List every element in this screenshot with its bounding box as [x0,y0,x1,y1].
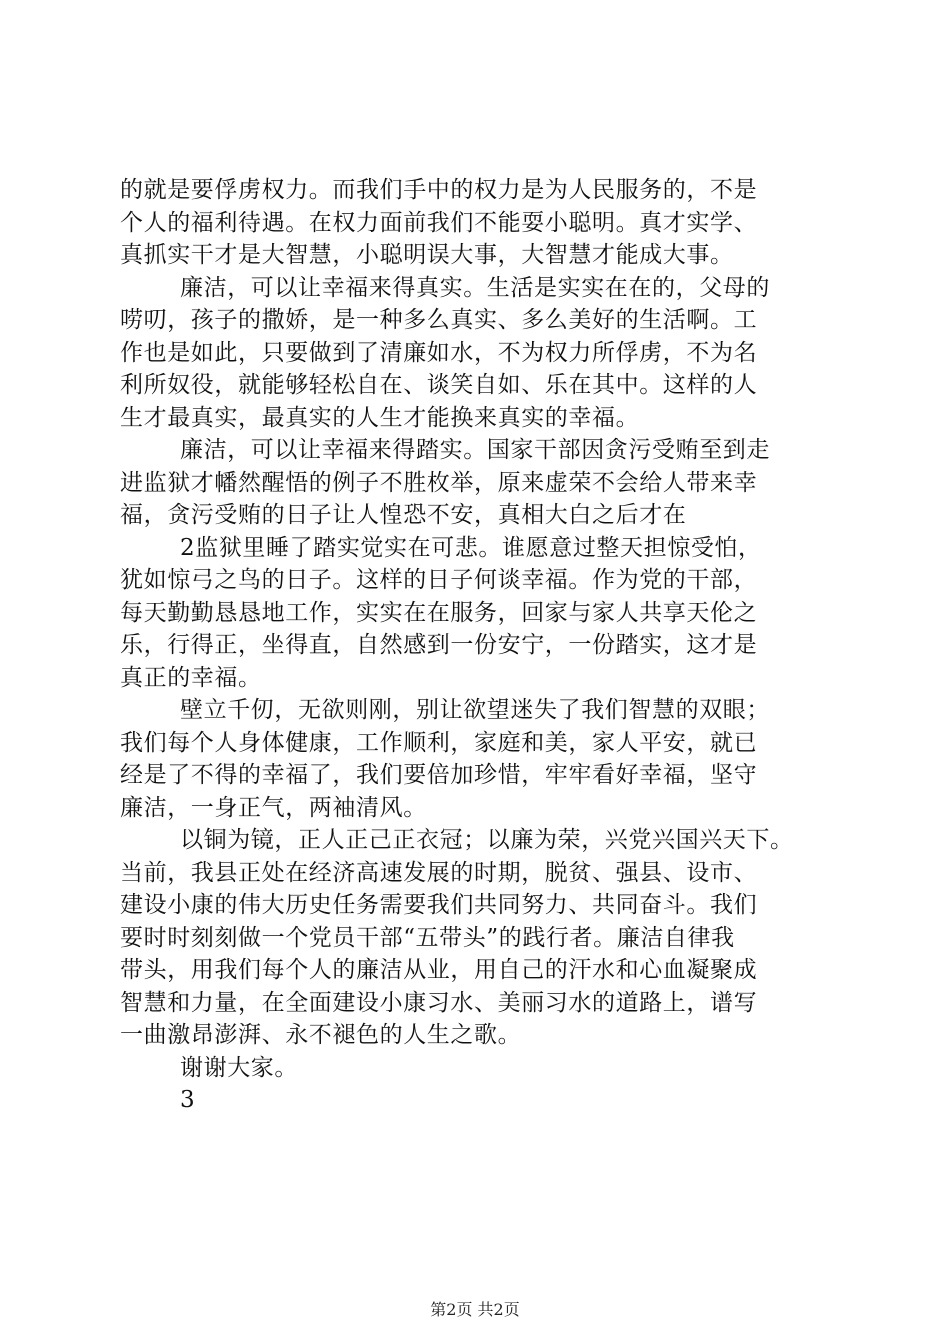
text-line: 进监狱才幡然醒悟的例子不胜枚举，原来虚荣不会给人带来幸 [120,469,758,496]
page-number-label: 第2页 共2页 [430,1300,520,1319]
text-line: 当前，我县正处在经济高速发展的时期，脱贫、强县、设市、 [120,859,758,886]
text-line: 智慧和力量，在全面建设小康习水、美丽习水的道路上，谱写 [120,989,758,1016]
page-number-marker: 3 [180,1087,196,1113]
text-line: 我们每个人身体健康，工作顺利，家庭和美，家人平安，就已 [120,729,758,756]
text-line: 作也是如此，只要做到了清廉如水，不为权力所俘虏，不为名 [120,339,758,366]
text-line: 建设小康的伟大历史任务需要我们共同努力、共同奋斗。我们 [120,892,758,918]
document-body [120,174,840,1117]
text-line: 每天勤勤恳恳地工作，实实在在服务，回家与家人共享天伦之 [120,599,758,626]
text-line: 唠叨，孩子的撒娇，是一种多么真实、多么美好的生活啊。工 [120,307,758,333]
paragraph-start-line: 廉洁，可以让幸福来得踏实。国家干部因贪污受贿至到走 [180,437,770,463]
text-line: 真抓实干才是大智慧，小聪明误大事，大智慧才能成大事。 [120,242,734,268]
paragraph-start-line: 廉洁，可以让幸福来得真实。生活是实实在在的，父母的 [180,274,770,301]
page-footer [0,1300,950,1320]
paragraph-start-line: 以铜为镜，正人正己正衣冠；以廉为荣，兴党兴国兴天下。 [180,827,794,853]
text-line: 经是了不得的幸福了，我们要倍加珍惜，牢牢看好幸福，坚守 [120,762,758,788]
text-line: 乐，行得正，坐得直，自然感到一份安宁，一份踏实，这才是 [120,632,758,658]
text-line: 带头，用我们每个人的廉洁从业，用自己的汗水和心血凝聚成 [120,957,758,983]
paragraph-start-line: 壁立千仞，无欲则刚，别让欲望迷失了我们智慧的双眼； [180,697,770,723]
text-line: 要时时刻刻做一个党员干部“五带头”的践行者。廉洁自律我 [120,924,735,951]
text-line: 福，贪污受贿的日子让人惶恐不安，真相大白之后才在 [120,502,687,528]
text-line: 犹如惊弓之鸟的日子。这样的日子何谈幸福。作为党的干部， [120,567,758,593]
text-line: 个人的福利待遇。在权力面前我们不能耍小聪明。真才实学、 [120,209,758,236]
closing-line: 谢谢大家。 [180,1054,298,1081]
text-line: 的就是要俘虏权力。而我们手中的权力是为人民服务的，不是 [120,177,758,203]
paragraph-start-line: 2监狱里睡了踏实觉实在可悲。谁愿意过整天担惊受怕， [180,534,762,561]
text-line: 真正的幸福。 [120,664,262,691]
text-line: 廉洁，一身正气，两袖清风。 [120,794,427,821]
text-line: 利所奴役，就能够轻松自在、谈笑自如、乐在其中。这样的人 [120,372,758,398]
text-line: 生才最真实，最真实的人生才能换来真实的幸福。 [120,404,640,431]
text-line: 一曲激昂澎湃、永不褪色的人生之歌。 [120,1022,522,1048]
